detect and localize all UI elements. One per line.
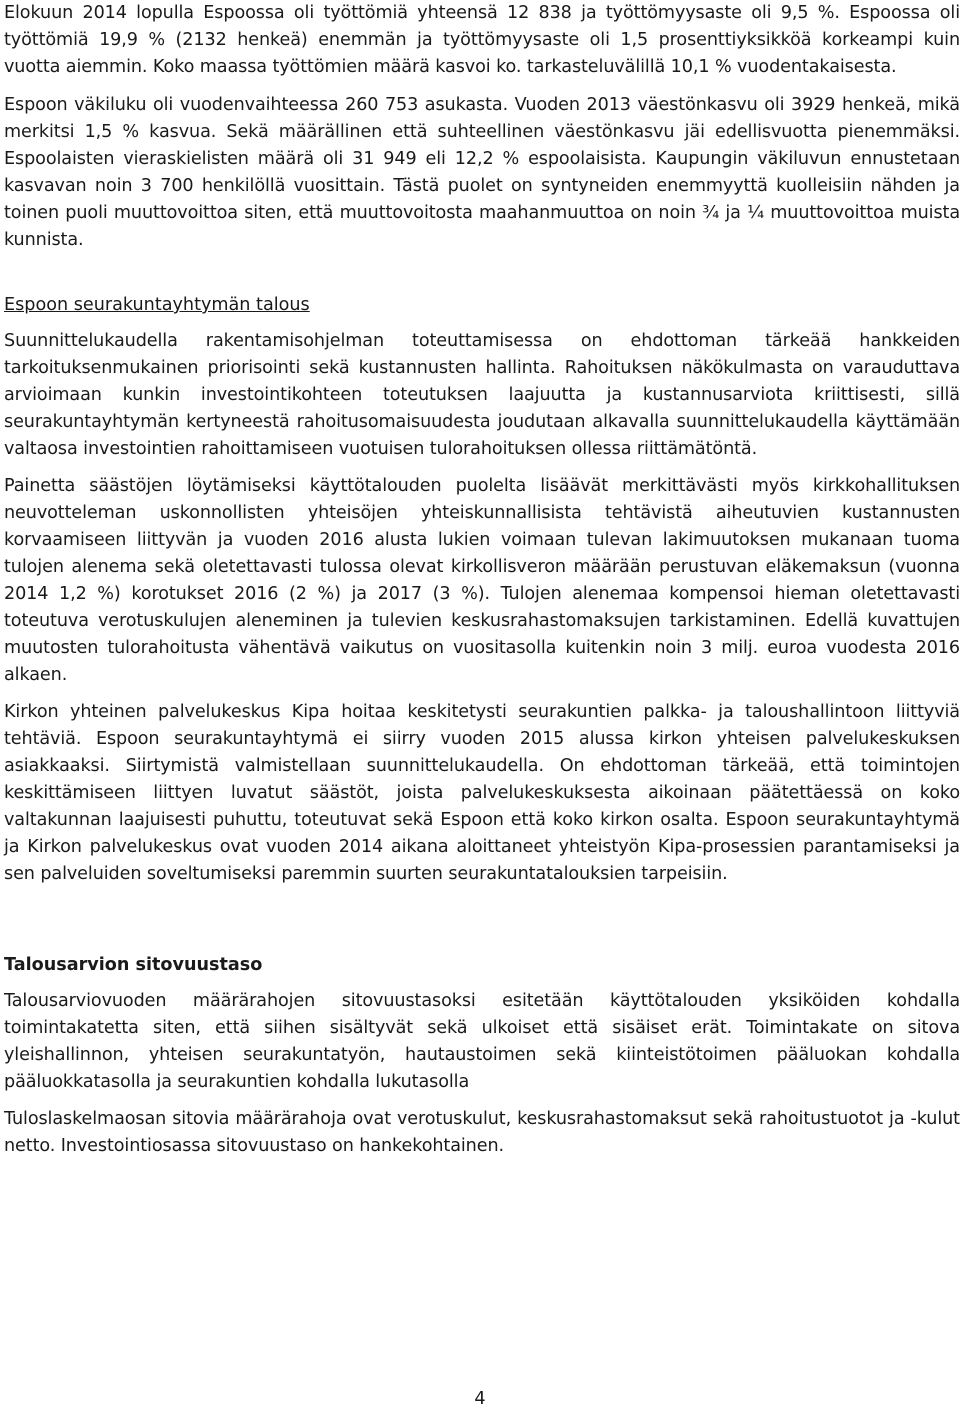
section-heading-finances: Espoon seurakuntayhtymän talous <box>4 295 310 315</box>
paragraph-savings-pressure: Painetta säästöjen löytämiseksi käyttötalouden puolelta lisäävät merkittävästi myös kirkkohallituksen neuvotteleman uskonnollisten yhteisöjen yhteiskunnallisista tehtävistä aiheutuvien kustannusten korvaamiseen liittyvän ja vuoden 2016 alusta lukien voimaan tulevan lakimuutoksen mukanaan tuoma tulojen alenema sekä oletettavasti tulossa olevat kirkollisveron määrään perustuvan eläkemaksun (vuonna 2014 1,2 %) korotukset 2016 (2 %) ja 2017 (3 %). Tulojen alenemaa kompensoi hieman oletettavasti toteutuva verotuskulujen aleneminen ja tulevien keskusrahastomaksujen tarkistaminen. Edellä kuvattujen muutosten tulorahoitusta vähentävä vaikutus on vuositasolla kuitenkin noin 3 milj. euroa vuodesta 2016 alkaen. <box>4 476 960 685</box>
document-page <box>4 0 960 1160</box>
page-number: 4 <box>474 1389 486 1409</box>
paragraph-income-statement: Tuloslaskelmaosan sitovia määrärahoja ovat verotuskulut, keskusrahastomaksut sekä rahoitustuotot ja -kulut netto. Investointiosassa sitovuustaso on hankekohtainen. <box>4 1109 960 1156</box>
paragraph-construction-program: Suunnittelukaudella rakentamisohjelman toteuttamisessa on ehdottoman tärkeää hankkeiden tarkoituksenmukainen priorisointi sekä kustannusten hallinta. Rahoituksen näkökulmasta on varauduttava arvioimaan kunkin investointikohteen toteutuksen laajuutta ja kustannusarviota kriittisesti, sillä seurakuntayhtymän kertyneestä rahoitusomaisuudesta joudutaan alkavalla suunnittelukaudella käyttämään valtaosa investointien rahoittamiseen vuotuisen tulorahoituksen ollessa riittämätöntä. <box>4 331 960 459</box>
paragraph-binding-level: Talousarviovuoden määrärahojen sitovuustasoksi esitetään käyttötalouden yksiköiden kohdalla toimintakatetta siten, että siihen sisältyvät sekä ulkoiset että sisäiset erät. Toimintakate on sitova yleishallinnon, yhteisen seurakuntatyön, hautaustoimen sekä kiinteistötoimen pääluokan kohdalla pääluokkatasolla ja seurakuntien kohdalla lukutasolla <box>4 991 960 1092</box>
paragraph-unemployment: Elokuun 2014 lopulla Espoossa oli työttömiä yhteensä 12 838 ja työttömyysaste oli 9,5 %. Espoossa oli työttömiä 19,9 % (2132 henkeä) enemmän ja työttömyysaste oli 1,5 prosenttiyksikköä korkeampi kuin vuotta aiemmin. Koko maassa työttömien määrä kasvoi ko. tarkasteluvälillä 10,1 % vuodentakaisesta. <box>4 3 960 77</box>
section-heading-budget-binding: Talousarvion sitovuustaso <box>4 955 263 975</box>
paragraph-population: Espoon väkiluku oli vuodenvaihteessa 260 753 asukasta. Vuoden 2013 väestönkasvu oli 3929 henkeä, mikä merkitsi 1,5 % kasvua. Sekä määrällinen että suhteellinen väestönkasvu jäi edellisvuotta pienemmäksi. Espoolaisten vieraskielisten määrä oli 31 949 eli 12,2 % espoolaisista. Kaupungin väkiluvun ennustetaan kasvavan noin 3 700 henkilöllä vuosittain. Tästä puolet on syntyneiden enemmyyttä kuolleisiin nähden ja toinen puoli muuttovoittoa siten, että muuttovoitosta maahanmuuttoa on noin ¾ ja ¼ muuttovoittoa muista kunnista. <box>4 95 960 250</box>
paragraph-kipa-service-center: Kirkon yhteinen palvelukeskus Kipa hoitaa keskitetysti seurakuntien palkka- ja taloushallintoon liittyviä tehtäviä. Espoon seurakuntayhtymä ei siirry vuoden 2015 alussa kirkon yhteisen palvelukeskuksen asiakkaaksi. Siirtymistä valmistellaan suunnittelukaudella. On ehdottoman tärkeää, että toimintojen keskittämiseen liittyen luvatut säästöt, joista palvelukeskuksesta aikoinaan päätettäessä on koko valtakunnan laajuisesti puhuttu, toteutuvat sekä Espoon että koko kirkon osalta. Espoon seurakuntayhtymä ja Kirkon palvelukeskus ovat vuoden 2014 aikana aloittaneet yhteistyön Kipa-prosessien parantamiseksi ja sen palveluiden soveltumiseksi paremmin suurten seurakuntatalouksien tarpeisiin. <box>4 702 960 884</box>
